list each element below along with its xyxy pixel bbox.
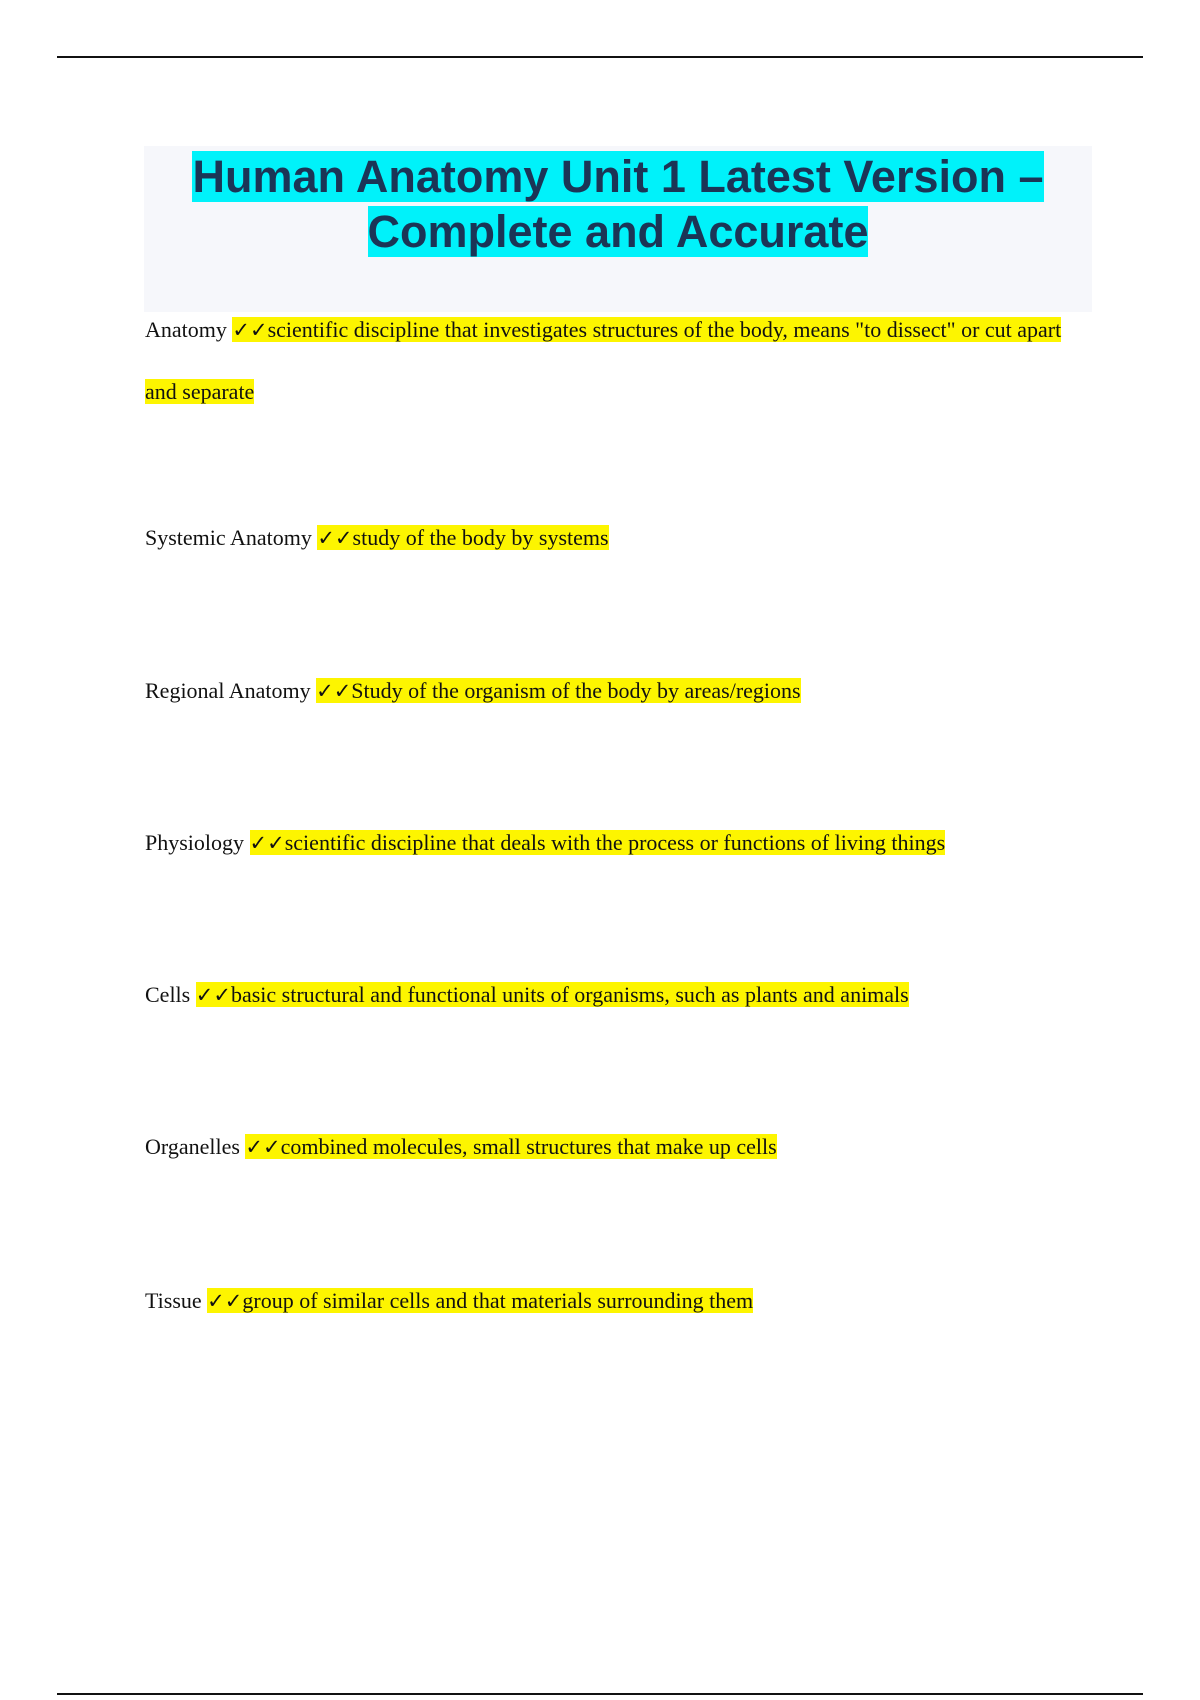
term-definition: basic structural and functional units of organisms, such as plants and animals [230, 982, 909, 1007]
term-label: Systemic Anatomy [145, 525, 312, 550]
double-check-icon: ✓✓ [316, 679, 352, 703]
double-check-icon: ✓✓ [232, 318, 268, 342]
term-label: Organelles [145, 1134, 240, 1159]
term-entry-anatomy [145, 299, 1095, 422]
double-check-icon: ✓✓ [317, 526, 353, 550]
term-definition: group of similar cells and that materials surrounding them [242, 1288, 754, 1313]
bottom-rule [57, 1693, 1143, 1695]
term-definition: scientific discipline that investigates structures of the body, means "to dissect" or cut apart and separate [145, 317, 1062, 404]
title-block [144, 146, 1092, 312]
term-label: Physiology [145, 830, 245, 855]
term-entry-cells [145, 964, 1095, 1026]
term-entry-systemic-anatomy [145, 507, 1095, 569]
document-title [144, 146, 1092, 259]
term-entry-regional-anatomy [145, 660, 1095, 722]
double-check-icon: ✓✓ [207, 1289, 243, 1313]
term-definition: combined molecules, small structures that make up cells [280, 1134, 777, 1159]
term-entry-physiology [145, 812, 1095, 874]
term-entry-tissue [145, 1270, 1095, 1332]
double-check-icon: ✓✓ [195, 983, 231, 1007]
term-definition: scientific discipline that deals with the process or functions of living things [284, 830, 946, 855]
term-definition: study of the body by systems [352, 525, 609, 550]
term-label: Regional Anatomy [145, 678, 311, 703]
document-title-text: Human Anatomy Unit 1 Latest Version – Complete and Accurate [192, 151, 1044, 257]
term-label: Cells [145, 982, 191, 1007]
term-entry-organelles [145, 1116, 1095, 1178]
top-rule [57, 56, 1143, 58]
double-check-icon: ✓✓ [245, 1135, 281, 1159]
term-label: Anatomy [145, 317, 227, 342]
term-definition: Study of the organism of the body by areas/regions [351, 678, 801, 703]
term-label: Tissue [145, 1288, 202, 1313]
double-check-icon: ✓✓ [249, 831, 285, 855]
